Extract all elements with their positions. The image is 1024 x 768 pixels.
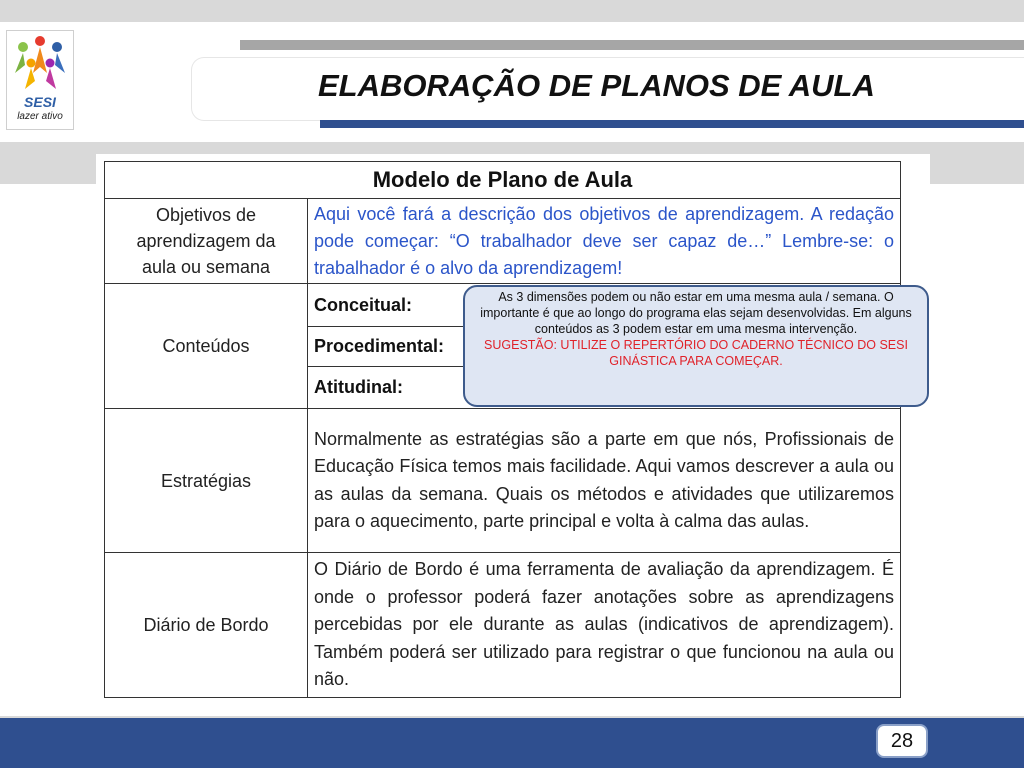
header-strip-blue (320, 120, 1024, 128)
top-divider (0, 22, 1024, 30)
lesson-plan-table (104, 161, 901, 698)
callout-note (463, 285, 929, 407)
slide-title: ELABORAÇÃO DE PLANOS DE AULA (318, 68, 875, 103)
callout-suggestion: SUGESTÃO: UTILIZE O REPERTÓRIO DO CADERNO TÉCNICO DO SESI GINÁSTICA PARA COMEÇAR. (484, 338, 908, 368)
logo-tagline: lazer ativo (17, 111, 63, 122)
row-label-conteudos: Conteúdos (105, 284, 308, 408)
page-number: 28 (876, 724, 928, 758)
sesi-logo (6, 30, 74, 130)
content-conceitual: Conceitual: (308, 284, 901, 326)
header-strip-gray (240, 40, 1024, 50)
row-label-estrategias: Estratégias (105, 408, 308, 553)
row-label-diario: Diário de Bordo (105, 553, 308, 698)
top-bar (0, 0, 1024, 22)
content-atitudinal: Atitudinal: (308, 366, 901, 408)
row-text-diario: O Diário de Bordo é uma ferramenta de avaliação da aprendizagem. É onde o professor poderá fazer anotações sobre as aprendizagens percebidas por ele durante as aulas (indicativos de aprendizagem). Também poderá ser utilizado para registrar o que funcionou na aula ou não. (308, 553, 901, 698)
table-heading: Modelo de Plano de Aula (105, 162, 901, 199)
callout-text: As 3 dimensões podem ou não estar em uma mesma aula / semana. O importante é que ao longo do programa elas sejam desenvolvidas. Em alguns conteúdos as 3 podem estar em uma mesma intervenção. (480, 290, 912, 336)
content-procedimental: Procedimental: (308, 326, 901, 366)
row-text-estrategias: Normalmente as estratégias são a parte em que nós, Profissionais de Educação Física temos mais facilidade. Aqui vamos descrever a aula ou as aulas da semana. Quais os métodos e atividades que utilizaremos para o aquecimento, parte principal e volta à calma das aulas. (308, 408, 901, 553)
footer-bar (0, 718, 1024, 768)
row-text-objetivos: Aqui você fará a descrição dos objetivos de aprendizagem. A redação pode começar: “O trabalhador deve ser capaz de…” Lembre-se: o trabalhador é o alvo da aprendizagem! (308, 199, 901, 284)
people-figures-icon (11, 33, 69, 93)
row-label-objetivos: Objetivos de aprendizagem da aula ou semana (105, 199, 308, 284)
logo-brand: SESI (24, 94, 56, 110)
